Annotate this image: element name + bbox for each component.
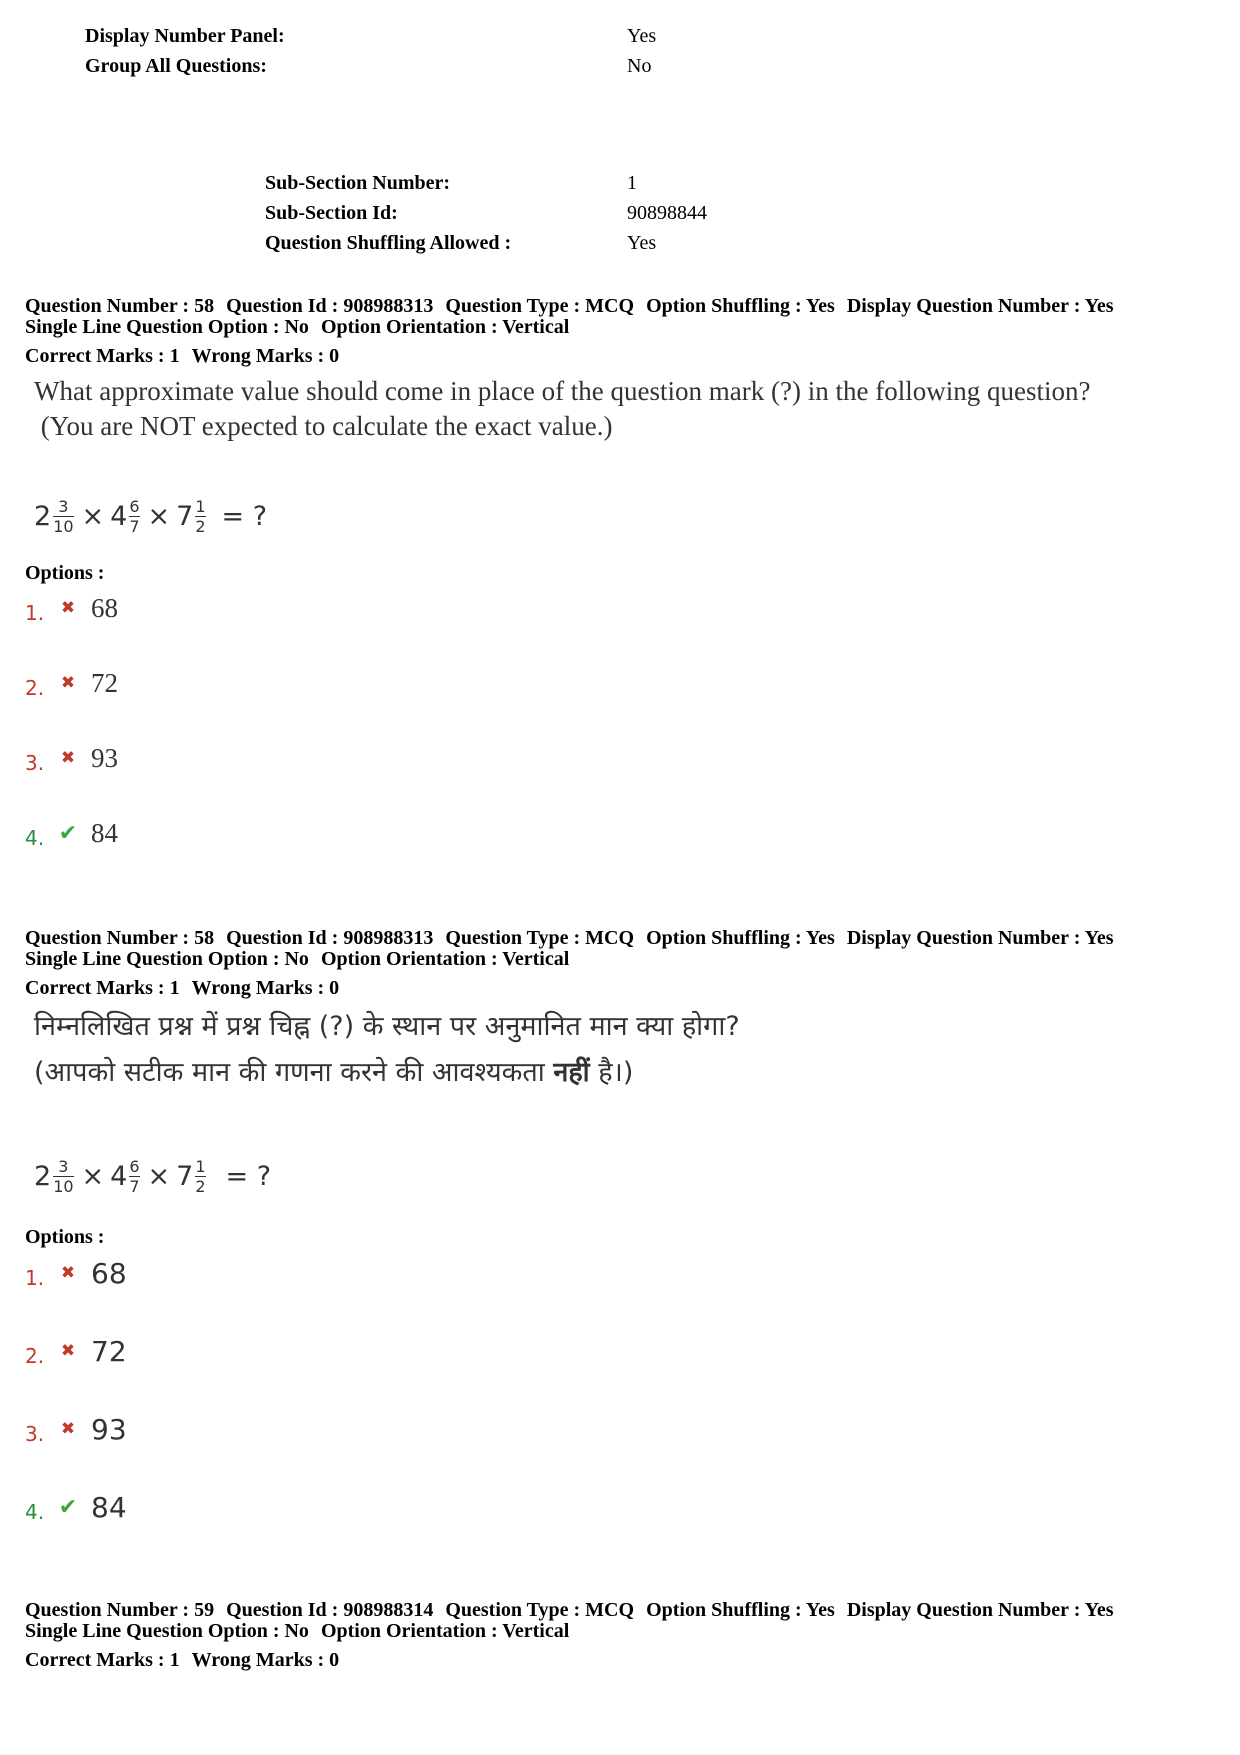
subsection-number-value: 1	[627, 172, 637, 194]
options-label: Options :	[25, 562, 105, 584]
option-number: 3.	[25, 1422, 45, 1446]
cross-icon: ✖	[60, 1419, 76, 1439]
subsection-id-label: Sub-Section Id:	[265, 202, 398, 224]
option-value: 68	[91, 1256, 127, 1290]
option-value: 84	[91, 1490, 127, 1524]
option-number: 3.	[25, 751, 45, 775]
cross-icon: ✖	[60, 1263, 76, 1283]
option-item[interactable]	[25, 813, 118, 853]
question-shuffling-value: Yes	[627, 232, 657, 254]
cross-icon: ✖	[60, 673, 76, 693]
question-marks: Correct Marks : 1 Wrong Marks : 0	[25, 1649, 340, 1671]
subsection-id-value: 90898844	[627, 202, 707, 224]
question-shuffling-label: Question Shuffling Allowed :	[265, 232, 512, 254]
options-label: Options :	[25, 1226, 105, 1248]
option-number: 4.	[25, 1500, 45, 1524]
option-item[interactable]	[25, 663, 118, 703]
question-text: What approximate value should come in place of the question mark (?) in the following question? (You are NOT expected to calculate the exact value.)	[34, 376, 1091, 441]
math-expression: 2 $\frac{3}{10}$ × 4 $\frac{6}{7}$ × 7 $\frac{1}{2}$ = ?	[34, 497, 268, 536]
display-number-panel-value: Yes	[627, 25, 657, 47]
question-marks: Correct Marks : 1 Wrong Marks : 0	[25, 977, 340, 999]
group-all-questions-value: No	[627, 55, 652, 77]
option-item[interactable]	[25, 1331, 127, 1371]
check-icon: ✔	[58, 1494, 78, 1520]
cross-icon: ✖	[60, 748, 76, 768]
display-number-panel-label: Display Number Panel:	[85, 25, 285, 47]
question-text-hindi: निम्नलिखित प्रश्न में प्रश्न चिह्न (?) के स्थान पर अनुमानित मान क्या होगा? (आपको सटीक मान की गणना करने की आवश्यकता नहीं है।)	[34, 1011, 740, 1088]
option-value: 93	[91, 742, 118, 773]
cross-icon: ✖	[60, 598, 76, 618]
question-meta: Question Number : 58 Question Id : 908988313 Question Type : MCQ Option Shuffling : Yes Display Question Number : Yes Single Line Question Option : No Option Orientation : Vertical	[25, 295, 1114, 338]
option-value: 72	[91, 1334, 127, 1368]
option-value: 72	[91, 667, 118, 698]
option-item[interactable]	[25, 588, 118, 628]
math-expression: 2 $\frac{3}{10}$ × 4 $\frac{6}{7}$ × 7 $\frac{1}{2}$ = ?	[34, 1157, 272, 1196]
option-item[interactable]	[25, 738, 118, 778]
option-number: 2.	[25, 1344, 45, 1368]
option-number: 2.	[25, 676, 45, 700]
option-item[interactable]	[25, 1409, 127, 1449]
option-item[interactable]	[25, 1487, 127, 1527]
question-marks: Correct Marks : 1 Wrong Marks : 0	[25, 345, 340, 367]
question-meta: Question Number : 58 Question Id : 908988313 Question Type : MCQ Option Shuffling : Yes Display Question Number : Yes Single Line Question Option : No Option Orientation : Vertical	[25, 927, 1114, 970]
option-value: 93	[91, 1412, 127, 1446]
option-number: 1.	[25, 1266, 45, 1290]
option-item[interactable]	[25, 1253, 127, 1293]
option-value: 68	[91, 592, 118, 623]
question-meta: Question Number : 59 Question Id : 908988314 Question Type : MCQ Option Shuffling : Yes Display Question Number : Yes Single Line Question Option : No Option Orientation : Vertical	[25, 1599, 1114, 1642]
check-icon: ✔	[58, 820, 78, 846]
group-all-questions-label: Group All Questions:	[85, 55, 267, 77]
option-value: 84	[91, 817, 118, 848]
subsection-number-label: Sub-Section Number:	[265, 172, 451, 194]
option-number: 1.	[25, 601, 45, 625]
option-number: 4.	[25, 826, 45, 850]
cross-icon: ✖	[60, 1341, 76, 1361]
